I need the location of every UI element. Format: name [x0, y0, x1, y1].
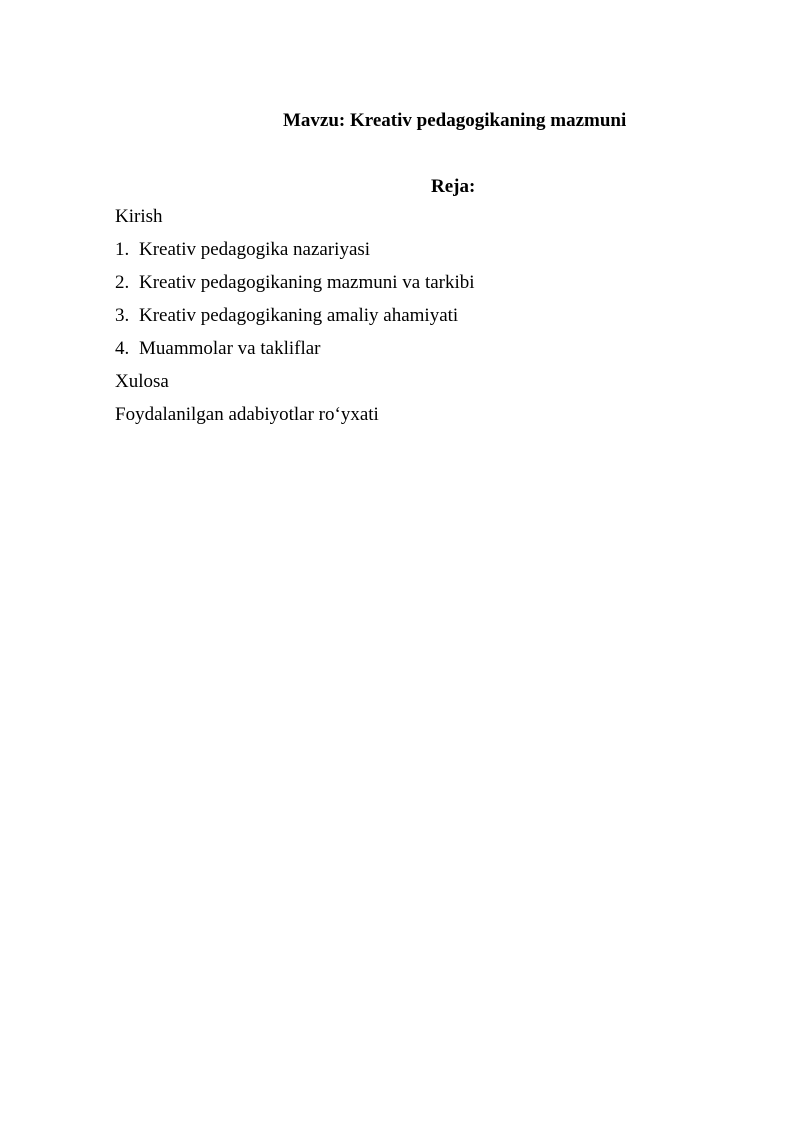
plan-heading: Reja: [431, 176, 476, 197]
plan-item-text: Kreativ pedagogikaning amaliy ahamiyati [139, 305, 459, 326]
plan-item-number: 2. [115, 272, 130, 293]
plan-references: Foydalanilgan adabiyotlar ro‘yxati [115, 404, 379, 425]
plan-item-text: Kreativ pedagogikaning mazmuni va tarkibi [139, 272, 475, 293]
plan-item-number: 3. [115, 305, 130, 326]
plan-conclusion: Xulosa [115, 371, 169, 392]
plan-list [115, 205, 475, 436]
plan-item-number: 4. [115, 338, 130, 359]
plan-item-3 [115, 304, 475, 328]
plan-item-4 [115, 337, 475, 361]
plan-item-2 [115, 271, 475, 295]
plan-item-text: Kreativ pedagogika nazariyasi [139, 239, 371, 260]
plan-item-1 [115, 238, 475, 262]
topic-title: Mavzu: Kreativ pedagogikaning mazmuni [283, 110, 627, 131]
plan-item-text: Muammolar va takliflar [139, 338, 321, 359]
plan-item-number: 1. [115, 239, 130, 260]
plan-intro: Kirish [115, 206, 163, 227]
